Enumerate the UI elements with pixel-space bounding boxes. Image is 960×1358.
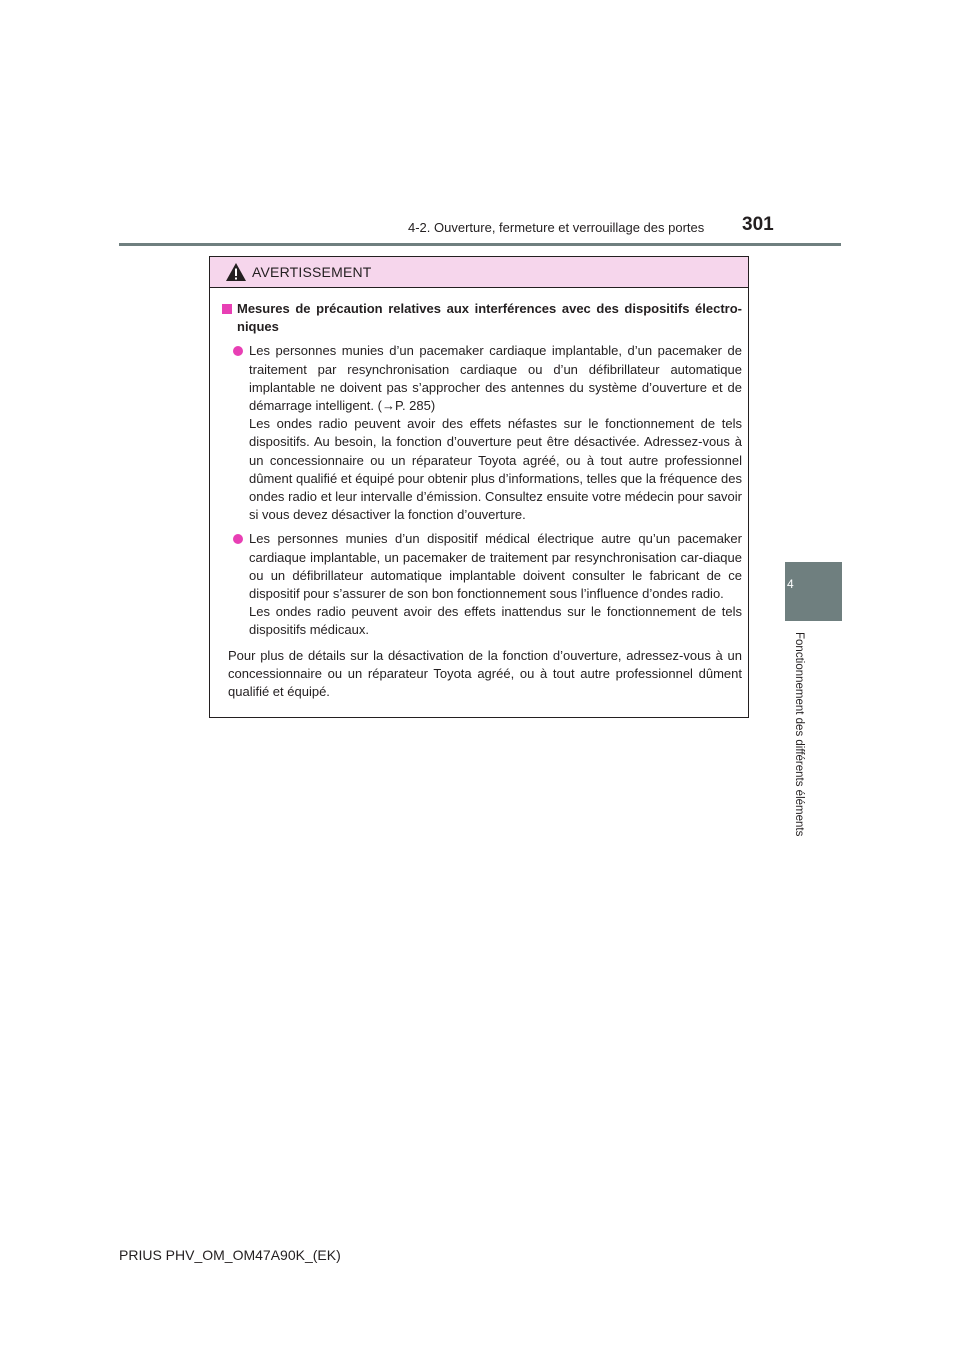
bullet-paragraph: Les personnes munies d’un pacemaker cardiaque implantable, d’un pacemaker de traitement par resynchronisation cardiaque ou d’un défibrillateur automatique implantable ne doivent pas s’approcher des antennes du système d’ouverture et de démarrage intelligent. (→P. 285): [249, 343, 742, 414]
bullet-paragraph: Les ondes radio peuvent avoir des effets inattendus sur le fonctionnement de tels dispositifs médicaux.: [249, 604, 742, 638]
section-title: 4-2. Ouverture, fermeture et verrouillage des portes: [408, 220, 705, 235]
page-number: 301: [742, 214, 774, 235]
section-heading: [222, 300, 742, 336]
footer-doc-id: PRIUS PHV_OM_OM47A90K_(EK): [119, 1247, 341, 1263]
header-rule: [119, 243, 841, 246]
chapter-title: Fonctionnement des différents éléments: [793, 632, 805, 837]
chapter-tab: [785, 562, 842, 621]
bullet-item: [222, 530, 742, 639]
warning-triangle-icon: [225, 262, 247, 282]
warning-body: [210, 288, 748, 701]
circle-bullet-icon: [233, 534, 243, 544]
bullet-paragraph: Les personnes munies d’un dispositif médical électrique autre qu’un pacemaker cardiaque implantable, un pacemaker de traitement par resynchronisation car-diaque ou un défibrillateur automatique implantable doivent consulter le fabricant de ce dispositif pour s’assurer de son bon fonctionnement sous l’influence d’ondes radio.: [249, 531, 742, 602]
warning-header: [210, 257, 748, 288]
square-bullet-icon: [222, 304, 232, 314]
bullet-text: [249, 530, 742, 639]
warning-title: AVERTISSEMENT: [252, 264, 372, 280]
bullet-paragraph: Les ondes radio peuvent avoir des effets néfastes sur le fonctionnement de tels dispositifs. Au besoin, la fonction d’ouverture peut être désactivée. Adressez-vous à un concessionnaire ou un réparateur Toyota agréé, ou à tout autre professionnel dûment qualifié et équipé pour obtenir plus d’informations, telles que la fréquence des ondes radio et leur intervalle d’émission. Consultez ensuite votre médecin pour savoir si vous devez désactiver la fonction d’ouverture.: [249, 416, 742, 523]
chapter-number: 4: [787, 577, 794, 591]
circle-bullet-icon: [233, 346, 243, 356]
section-heading-text: Mesures de précaution relatives aux interférences avec des dispositifs électro-niques: [237, 301, 742, 335]
bullet-text: [249, 342, 742, 524]
closing-paragraph: Pour plus de détails sur la désactivation de la fonction d’ouverture, adressez-vous à un concessionnaire ou un réparateur Toyota agréé, ou à tout autre professionnel dûment qualifié et équipé.: [228, 647, 742, 700]
warning-box: [209, 256, 749, 718]
bullet-item: [222, 342, 742, 524]
